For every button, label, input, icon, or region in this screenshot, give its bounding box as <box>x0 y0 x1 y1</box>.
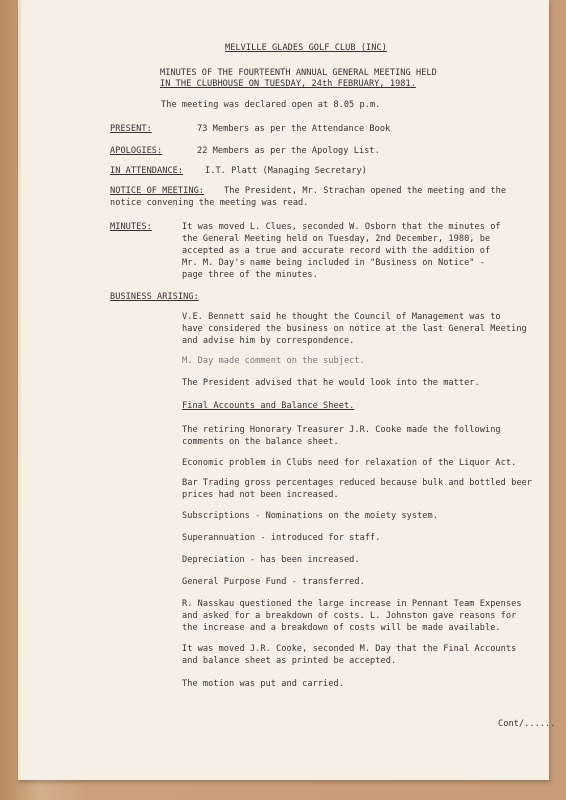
minutes-line5: page three of the minutes. <box>182 270 318 280</box>
continued-marker: Cont/...... <box>498 719 556 729</box>
opening-statement: The meeting was declared open at 8.05 p.m. <box>161 100 381 110</box>
attendance-text: I.T. Platt (Managing Secretary) <box>205 166 367 176</box>
treasurer-line2: comments on the balance sheet. <box>182 437 339 447</box>
minutes-line3: accepted as a true and accurate record with the addition of <box>182 246 491 256</box>
moved-line2: and balance sheet as printed be accepted. <box>182 656 397 666</box>
minutes-label: MINUTES: <box>110 222 152 232</box>
notice-line1: The President, Mr. Strachan opened the meeting and the <box>224 186 507 196</box>
business-arising-line1: V.E. Bennett said he thought the Council of Management was to <box>182 312 501 322</box>
business-arising-line2: have considered the business on notice at the last General Meeting <box>182 324 527 334</box>
bar-trading-line1: Bar Trading gross percentages reduced because bulk and bottled beer <box>182 478 532 488</box>
paper-edge <box>18 0 21 780</box>
business-arising-label: BUSINESS ARISING: <box>110 292 199 302</box>
treasurer-line1: The retiring Honorary Treasurer J.R. Cooke made the following <box>182 425 501 435</box>
general-purpose-item: General Purpose Fund - transferred. <box>182 577 365 587</box>
present-text: 73 Members as per the Attendance Book <box>197 124 391 134</box>
attendance-label: IN ATTENDANCE: <box>110 166 184 176</box>
notice-label: NOTICE OF MEETING: <box>110 186 205 196</box>
present-label: PRESENT: <box>110 124 152 134</box>
moved-line1: It was moved J.R. Cooke, seconded M. Day that the Final Accounts <box>182 644 517 654</box>
notice-line2: notice convening the meeting was read. <box>110 198 309 208</box>
subscriptions-item: Subscriptions - Nominations on the moiety system. <box>182 511 438 521</box>
minutes-title-line2: IN THE CLUBHOUSE ON TUESDAY, 24th FEBRUARY, 1981. <box>160 79 416 89</box>
minutes-line1: It was moved L. Clues, seconded W. Osborn that the minutes of <box>182 222 501 232</box>
minutes-line2: the General Meeting held on Tuesday, 2nd December, 1980, be <box>182 234 491 244</box>
economic-problem: Economic problem in Clubs need for relaxation of the Liquor Act. <box>182 458 517 468</box>
depreciation-item: Depreciation - has been increased. <box>182 555 360 565</box>
minutes-title-line1: MINUTES OF THE FOURTEENTH ANNUAL GENERAL MEETING HELD <box>160 68 437 78</box>
minutes-line4: Mr. M. Day's name being included in "Business on Notice" - <box>182 258 485 268</box>
superannuation-item: Superannuation - introduced for staff. <box>182 533 381 543</box>
motion-carried: The motion was put and carried. <box>182 679 344 689</box>
nasskau-line3: the increase and a breakdown of costs will be made available. <box>182 623 501 633</box>
day-comment: M. Day made comment on the subject. <box>182 356 365 366</box>
apologies-label: APOLOGIES: <box>110 146 163 156</box>
apologies-text: 22 Members as per the Apology List. <box>197 146 380 156</box>
nasskau-line2: and asked for a breakdown of costs. L. Johnston gave reasons for <box>182 611 517 621</box>
minutes-page <box>18 0 556 780</box>
bar-trading-line2: prices had not been increased. <box>182 490 339 500</box>
president-advice: The President advised that he would look into the matter. <box>182 378 480 388</box>
club-name-heading: MELVILLE GLADES GOLF CLUB (INC) <box>225 43 387 53</box>
business-arising-line3: and advise him by correspondence. <box>182 336 355 346</box>
nasskau-line1: R. Nasskau questioned the large increase in Pennant Team Expenses <box>182 599 522 609</box>
final-accounts-heading: Final Accounts and Balance Sheet. <box>182 401 355 411</box>
